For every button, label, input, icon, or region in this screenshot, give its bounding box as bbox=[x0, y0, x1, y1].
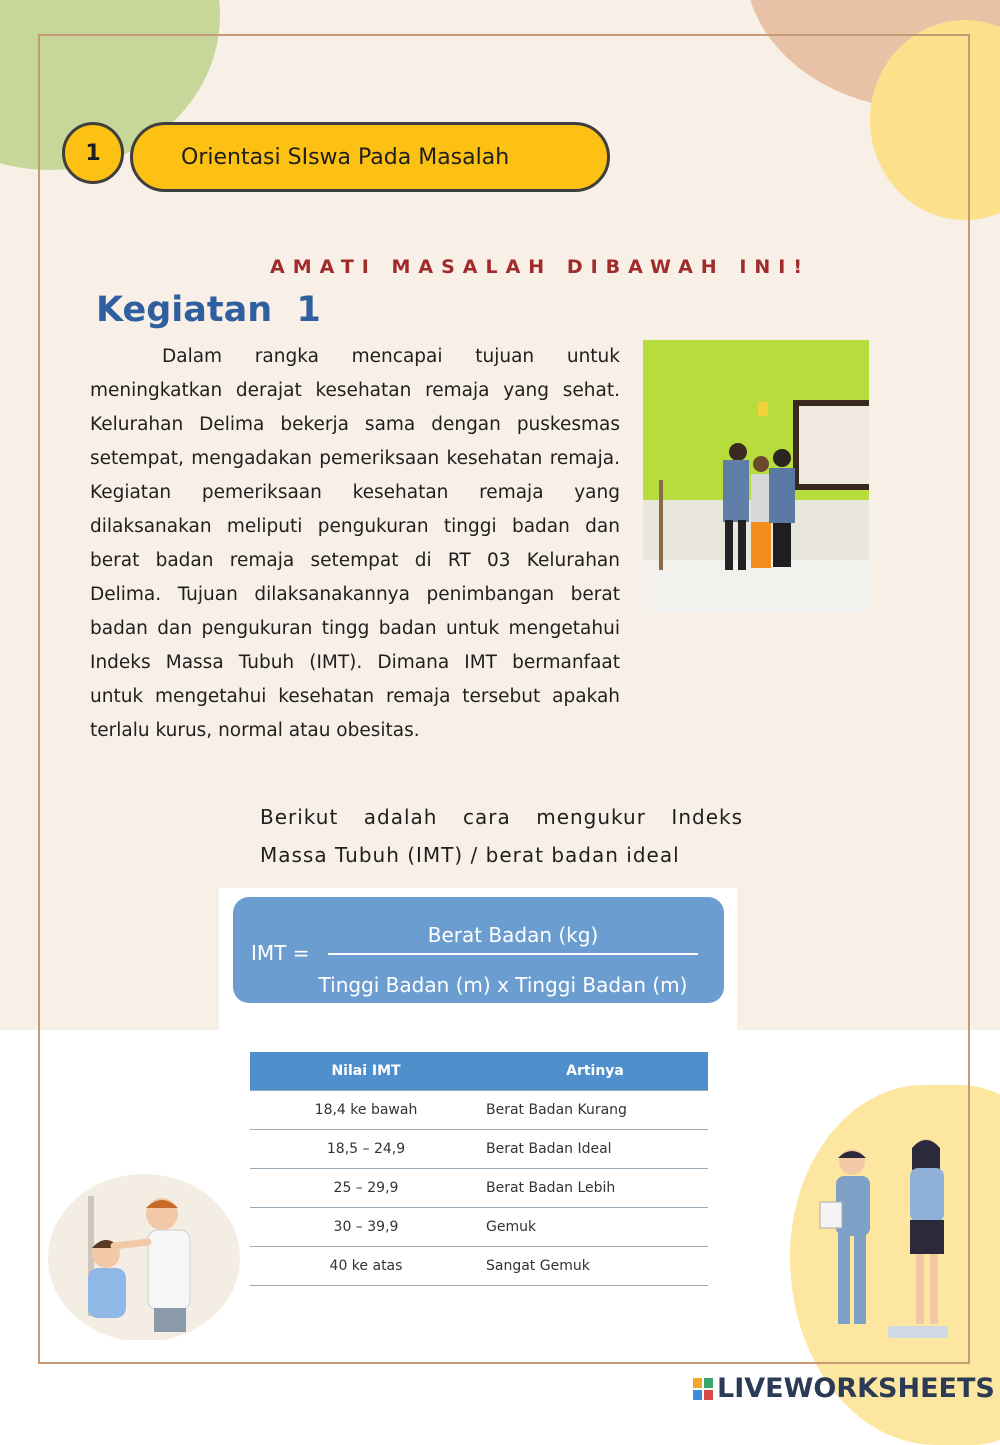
table-row bbox=[250, 1130, 708, 1169]
table-cell-artinya: Berat Badan Lebih bbox=[482, 1169, 708, 1208]
table-cell-nilai: 25 – 29,9 bbox=[250, 1169, 482, 1208]
table-cell-nilai: 18,5 – 24,9 bbox=[250, 1130, 482, 1169]
step-number-badge: 1 bbox=[62, 122, 124, 184]
table-row bbox=[250, 1169, 708, 1208]
table-row bbox=[250, 1091, 708, 1130]
activity-paragraph: Dalam rangka mencapai tujuan untuk meningkatkan derajat kesehatan remaja yang sehat. Kelurahan Delima bekerja sama dengan puskesmas setempat, mengadakan pemeriksaan kesehatan remaja. Kegiatan pemeriksaan kesehatan remaja yang dilaksanakan meliputi pengukuran tinggi badan dan berat badan remaja setempat di RT 03 Kelurahan Delima. Tujuan dilaksanakannya penimbangan berat badan dan pengukuran tingg badan untuk mengetahui Indeks Massa Tubuh (IMT). Dimana IMT bermanfaat untuk mengetahui kesehatan remaja tersebut apakah terlalu kurus, normal atau obesitas. bbox=[90, 346, 620, 741]
formula-denominator: Tinggi Badan (m) x Tinggi Badan (m) bbox=[318, 973, 688, 997]
height-measurement-illustration bbox=[44, 1168, 244, 1340]
table-row bbox=[250, 1208, 708, 1247]
formula-numerator: Berat Badan (kg) bbox=[427, 923, 599, 947]
imt-formula-box bbox=[233, 897, 724, 1003]
activity-title: Kegiatan 1 bbox=[96, 290, 321, 330]
liveworksheets-logo bbox=[693, 1373, 995, 1404]
table-cell-nilai: 30 – 39,9 bbox=[250, 1208, 482, 1247]
table-row bbox=[250, 1247, 708, 1286]
nurse-and-patient-illustration bbox=[810, 1130, 970, 1350]
table-cell-artinya: Sangat Gemuk bbox=[482, 1247, 708, 1286]
instruction-subtitle: AMATI MASALAH DIBAWAH INI! bbox=[270, 256, 811, 278]
table-cell-artinya: Berat Badan Kurang bbox=[482, 1091, 708, 1130]
imt-category-table bbox=[250, 1052, 708, 1286]
table-cell-artinya: Gemuk bbox=[482, 1208, 708, 1247]
table-cell-nilai: 40 ke atas bbox=[250, 1247, 482, 1286]
table-header-row bbox=[250, 1052, 708, 1091]
brand-name: LIVEWORKSHEETS bbox=[717, 1373, 995, 1404]
formula-label: IMT = bbox=[251, 941, 310, 965]
table-cell-artinya: Berat Badan Ideal bbox=[482, 1130, 708, 1169]
column-header-artinya: Artinya bbox=[482, 1052, 708, 1091]
liveworksheets-icon bbox=[693, 1378, 713, 1400]
health-check-photo bbox=[643, 340, 869, 613]
formula-intro-text: Berikut adalah cara mengukur Indeks Massa Tubuh (IMT) / berat badan ideal bbox=[260, 805, 743, 867]
step-title-banner bbox=[130, 122, 610, 192]
imt-formula-panel bbox=[219, 888, 737, 1030]
column-header-nilai: Nilai IMT bbox=[250, 1052, 482, 1091]
step-title: Orientasi SIswa Pada Masalah bbox=[181, 144, 510, 170]
formula-fraction-line bbox=[328, 953, 698, 955]
table-cell-nilai: 18,4 ke bawah bbox=[250, 1091, 482, 1130]
